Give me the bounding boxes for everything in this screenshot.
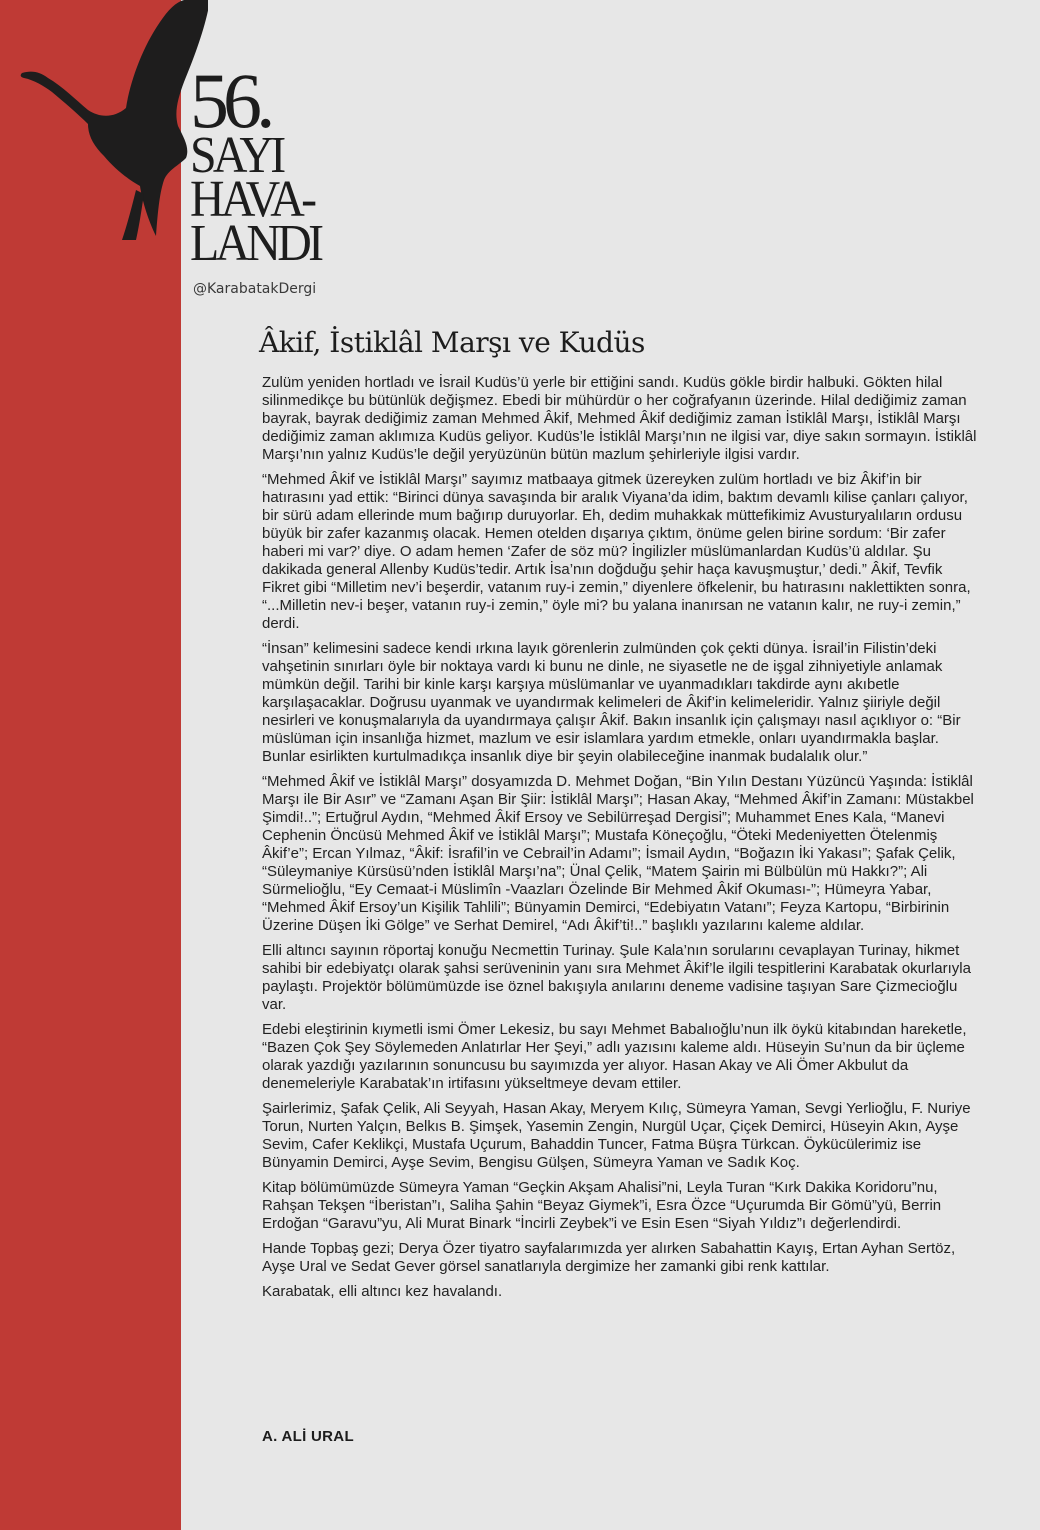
masthead-line-sayi: SAYI: [190, 127, 283, 184]
masthead-line-landi: LANDI: [190, 215, 321, 272]
article-paragraph: Edebi eleştirinin kıymetli ismi Ömer Lekesiz, bu sayı Mehmet Babalıoğlu’nun ilk öykü kitabından hareketle, “Bazen Çok Şey Söylemeden Anlatırlar Her Şeyi,” adlı yazısını kaleme aldı. Hüseyin Su’nun da bir üçleme olarak yazdığı yazılarının sonuncusu bu sayımızda yer alıyor. Hasan Akay ve Ali Ömer Akbulut da denemeleriyle Karabatak’ın irtifasını yükseltmeye devam ettiler.: [262, 1021, 967, 1092]
author-signature: A. ALİ URAL: [262, 1428, 354, 1445]
masthead-line-hava: HAVA-: [190, 171, 314, 228]
article-paragraph: “İnsan” kelimesini sadece kendi ırkına layık görenlerin zulmünden çok çekti dünya. İsrail’in Filistin’deki vahşetinin sınırları öyle bir noktaya vardı ki bunu ne dinle, ne siyasetle ne de işgal zihniyetiyle anlamak mümkün değil. Tarihi bir kinle karşı karşıya müslümanlar ve uyanmadıkları takdirde aynı akıbetle karşılaşacaklar. Doğrusu uyanmak ve uyandırmak kelimeleri de Âkif’in kelimeleridir. Yalnız şiiriyle değil nesirleri ve konuşmalarıyla da uyandırmaya çalışır Âkif. Bakın insanlık için çalışmayı nasıl açıklıyor o: “Bir müslüman için insanlığa hizmet, mazlum ve esir islamlara yardım etmekle, onları uyandırmakla başlar. Bunlar esirlikten kurtulmadıkça insanlık diye bir şeyin olabileceğine inanmak budalalık olur.”: [262, 640, 961, 765]
article-paragraph: Kitap bölümümüzde Sümeyra Yaman “Geçkin Akşam Ahalisi”ni, Leyla Turan “Kırk Dakika Koridoru”nu, Rahşan Tekşen “İberistan”ı, Saliha Şahin “Beyaz Giymek”i, Esra Özce “Uçurumda Bir Gömü”yü, Berrin Erdoğan “Garavu”yu, Ali Murat Binark “İncirli Zeybek”i ve Esin Esen “Siyah Yıldız”ı değerlendirdi.: [262, 1179, 942, 1232]
article-paragraph: “Mehmed Âkif ve İstiklâl Marşı” dosyamızda D. Mehmet Doğan, “Bin Yılın Destanı Yüzüncü Yaşında: İstiklâl Marşı ile Bir Asır” ve “Zamanı Aşan Bir Şiir: İstiklâl Marşı”; Hasan Akay, “Mehmed Âkif’in Zamanı: Müstakbel Şimdi!..”; Ertuğrul Aydın, “Mehmed Âkif Ersoy ve Sebilürreşad Dergisi”; Muhammet Enes Kala, “Manevi Cephenin Öncüsü Mehmed Âkif ve İstiklâl Marşı”; Mustafa Köneçoğlu, “Öteki Medeniyetten Ötelenmiş Âkif’e”; Ercan Yılmaz, “Âkif: İsrafil’in ve Cebrail’in Adamı”; İsmail Aydın, “Boğazın İki Yakası”; Şafak Çelik, “Süleymaniye Kürsüsü’nden İstiklâl Marşı’na”; Ünal Çelik, “Matem Şairin mi Bülbülün mü Hakkı?”; Ali Sürmelioğlu, “Ey Cemaat-i Müslimîn -Vaazları Özelinde Bir Mehmed Âkif Okuması-”; Hümeyra Yabar, “Mehmed Âkif Ersoy’un Kişilik Tahlili”; Bünyamin Demirci, “Edebiyatın Vatanı”; Feyza Kartopu, “Birbirinin Üzerine Düşen İki Gölge” ve Serhat Demirel, “Adı Âkif’ti!..” başlıklı yazılarını kaleme aldılar.: [262, 773, 974, 934]
article-paragraph: Elli altıncı sayının röportaj konuğu Necmettin Turinay. Şule Kala’nın sorularını cevaplayan Turinay, hikmet sahibi bir edebiyatçı olarak şahsi serüveninin yanı sıra Mehmet Âkif’le ilgili tespitlerini Karabatak okurlarıyla paylaştı. Projektör bölümümüzde ise öznel bakışıyla anılarını deneme vadisine taşıyan Sare Çizmecioğlu var.: [262, 942, 971, 1013]
article-title: Âkif, İstiklâl Marşı ve Kudüs: [259, 326, 645, 359]
article-paragraph: Karabatak, elli altıncı kez havalandı.: [262, 1283, 503, 1300]
article-paragraph: Zulüm yeniden hortladı ve İsrail Kudüs’ü yerle bir ettiğini sandı. Kudüs gökle birdir halbuki. Gökten hilal silinmedikçe bu bütünlük değişmez. Ebedi bir mühürdür o her coğrafyanın üzerinde. Hilal dediğimiz zaman bayrak, bayrak dediğimiz zaman Mehmed Âkif, Mehmed Âkif dediğimiz zaman İstiklâl Marşı, İstiklâl Marşı dediğimiz zaman aklımıza Kudüs geliyor. Kudüs’le İstiklâl Marşı’nın ne ilgisi var, diye sakın sormayın. İstiklâl Marşı’nın yalnız Kudüs’le değil yeryüzünün bütün mazlum şehirleriyle ilgisi vardır.: [262, 374, 977, 463]
article-body: [262, 374, 978, 1308]
social-handle: @KarabatakDergi: [193, 281, 317, 297]
article-paragraph: “Mehmed Âkif ve İstiklâl Marşı” sayımız matbaaya gitmek üzereyken zulüm hortladı ve biz Âkif’in bir hatırasını yad ettik: “Birinci dünya savaşında bir aralık Viyana’da idim, baktım devamlı kilise çanları çalıyor, bir sürü adam ellerinde mum bağırıp duruyorlar. Eh, dedim muhakkak müttefikimiz Avusturyalıların ordusu büyük bir zafer kazanmış olacak. Hemen otelden dışarıya çıktım, önüme gelen birine sordum: ‘Bir zafer haberi mi var?’ diye. O adam hemen ‘Zafer de söz mü? İngilizler müslümanlardan Kudüs’ü aldılar. Şu dakikada general Allenby Kudüs’tedir. Artık İsa’nın doğduğu şehir haça kavuşmuştur,’ dedi.” Âkif, Tevfik Fikret gibi “Milletim nev’i beşerdir, vatanım ruy-i zemin,” diyenlere öfkelenir, bu hatırasını naklettikten sonra, “...Milletin nev-i beşer, vatanın ruy-i zemin,” öyle mi? bu yalana inanırsan ne vatanın kalır, ne ruy-i zemin,” derdi.: [262, 471, 971, 632]
issue-masthead: [190, 57, 360, 272]
article-paragraph: Hande Topbaş gezi; Derya Özer tiyatro sayfalarımızda yer alırken Sabahattin Kayış, Ertan Ayhan Sertöz, Ayşe Ural ve Sedat Gever görsel sanatlarıyla dergimize her zamanki gibi renk kattılar.: [262, 1240, 956, 1275]
issue-number: 56.: [190, 57, 270, 144]
article-paragraph: Şairlerimiz, Şafak Çelik, Ali Seyyah, Hasan Akay, Meryem Kılıç, Sümeyra Yaman, Sevgi Yerlioğlu, F. Nuriye Torun, Nurten Yalçın, Belkıs B. Şimşek, Yasemin Zengin, Nurgül Uçar, Çiçek Demirci, Hüseyin Akın, Ayşe Sevim, Cafer Keklikçi, Mustafa Uçurum, Bahaddin Tuncer, Fatma Büşra Türkcan. Öykücülerimiz ise Bünyamin Demirci, Ayşe Sevim, Bengisu Gülşen, Sümeyra Yaman ve Sadık Koç.: [262, 1100, 971, 1171]
cormorant-bird-icon: [18, 0, 208, 240]
